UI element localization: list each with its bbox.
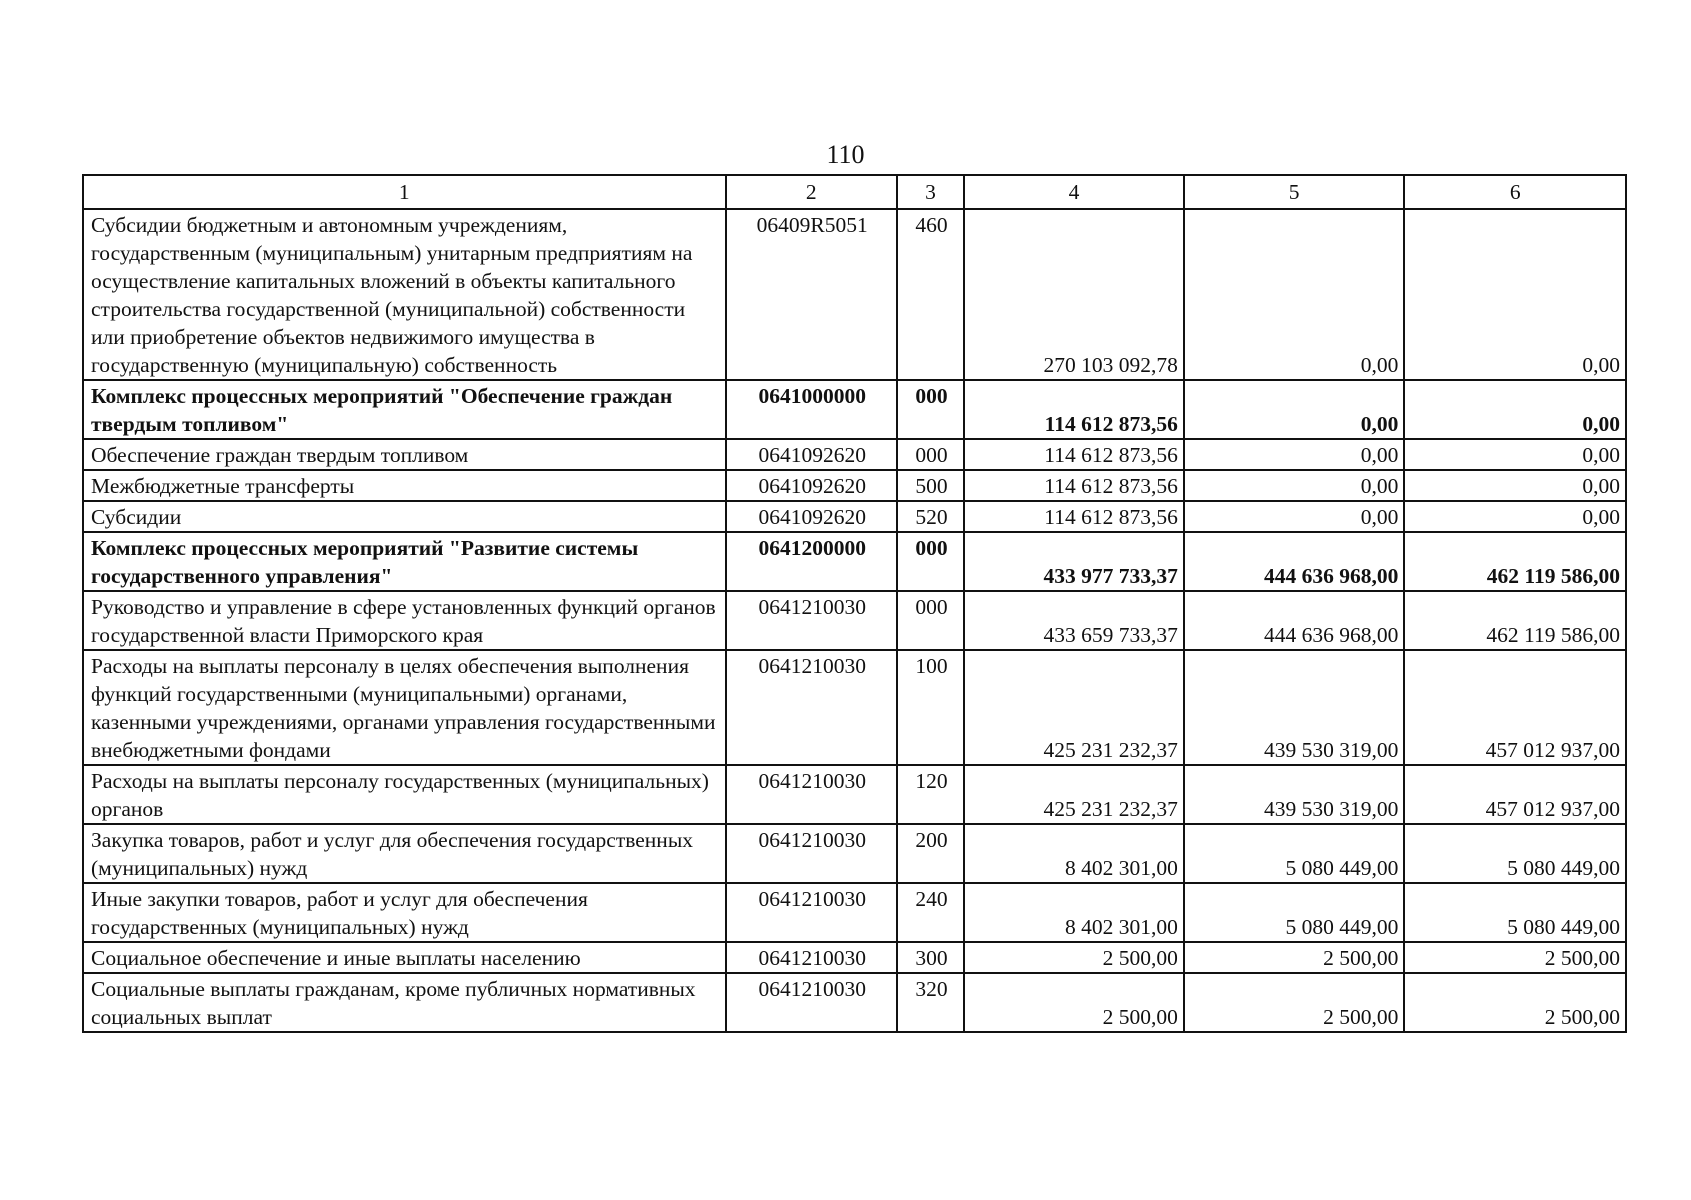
row-code-cell: 0641200000: [726, 532, 897, 591]
row-value-col6-cell: 0,00: [1404, 439, 1626, 470]
table-row: [83, 765, 1626, 824]
row-expense-type-cell: 300: [897, 942, 964, 973]
row-value-col6-cell: 457 012 937,00: [1404, 650, 1626, 765]
row-name-cell: Расходы на выплаты персоналу в целях обеспечения выполнения функций государственными (муниципальными) органами, казенными учреждениями, органами управления государственными внебюджетными фондами: [83, 650, 726, 765]
row-name-cell: Субсидии бюджетным и автономным учреждениям, государственным (муниципальным) унитарным предприятиям на осуществление капитальных вложений в объекты капитального строительства государственной (муниципальной) собственности или приобретение объектов недвижимого имущества в государственную (муниципальную) собственность: [83, 209, 726, 380]
table-row: [83, 650, 1626, 765]
row-code-cell: 0641210030: [726, 973, 897, 1032]
row-expense-type-cell: 000: [897, 439, 964, 470]
row-code-cell: 0641210030: [726, 650, 897, 765]
row-expense-type-cell: 460: [897, 209, 964, 380]
row-value-col6-cell: 2 500,00: [1404, 973, 1626, 1032]
row-name-cell: Межбюджетные трансферты: [83, 470, 726, 501]
row-expense-type-cell: 200: [897, 824, 964, 883]
row-code-cell: 06409R5051: [726, 209, 897, 380]
row-expense-type-cell: 120: [897, 765, 964, 824]
table-row: [83, 439, 1626, 470]
row-name-cell: Расходы на выплаты персоналу государственных (муниципальных) органов: [83, 765, 726, 824]
row-value-col5-cell: 0,00: [1184, 470, 1405, 501]
row-expense-type-cell: 240: [897, 883, 964, 942]
row-name-cell: Социальное обеспечение и иные выплаты населению: [83, 942, 726, 973]
table-row: [83, 501, 1626, 532]
row-value-col6-cell: 457 012 937,00: [1404, 765, 1626, 824]
column-header: 5: [1184, 175, 1405, 209]
row-value-col6-cell: 0,00: [1404, 501, 1626, 532]
row-name-cell: Закупка товаров, работ и услуг для обеспечения государственных (муниципальных) нужд: [83, 824, 726, 883]
column-header: 3: [897, 175, 964, 209]
row-value-col5-cell: 5 080 449,00: [1184, 824, 1405, 883]
row-name-cell: Социальные выплаты гражданам, кроме публичных нормативных социальных выплат: [83, 973, 726, 1032]
budget-table: [82, 174, 1627, 1033]
row-expense-type-cell: 000: [897, 532, 964, 591]
row-value-col6-cell: 0,00: [1404, 380, 1626, 439]
row-value-col4-cell: 425 231 232,37: [964, 650, 1184, 765]
row-code-cell: 0641210030: [726, 824, 897, 883]
row-value-col4-cell: 433 977 733,37: [964, 532, 1184, 591]
row-value-col5-cell: 439 530 319,00: [1184, 765, 1405, 824]
row-value-col5-cell: 0,00: [1184, 380, 1405, 439]
row-code-cell: 0641092620: [726, 470, 897, 501]
row-value-col5-cell: 0,00: [1184, 439, 1405, 470]
row-value-col5-cell: 2 500,00: [1184, 973, 1405, 1032]
table-row: [83, 470, 1626, 501]
row-value-col6-cell: 5 080 449,00: [1404, 883, 1626, 942]
row-value-col6-cell: 0,00: [1404, 209, 1626, 380]
row-value-col4-cell: 114 612 873,56: [964, 380, 1184, 439]
row-code-cell: 0641210030: [726, 591, 897, 650]
row-code-cell: 0641210030: [726, 942, 897, 973]
row-value-col6-cell: 462 119 586,00: [1404, 591, 1626, 650]
table-row: [83, 380, 1626, 439]
row-value-col5-cell: 0,00: [1184, 209, 1405, 380]
page-number: 110: [826, 140, 865, 169]
row-value-col4-cell: 425 231 232,37: [964, 765, 1184, 824]
row-value-col5-cell: 5 080 449,00: [1184, 883, 1405, 942]
row-name-cell: Субсидии: [83, 501, 726, 532]
row-code-cell: 0641092620: [726, 439, 897, 470]
row-value-col6-cell: 5 080 449,00: [1404, 824, 1626, 883]
row-value-col4-cell: 433 659 733,37: [964, 591, 1184, 650]
row-value-col4-cell: 114 612 873,56: [964, 439, 1184, 470]
row-value-col5-cell: 444 636 968,00: [1184, 591, 1405, 650]
column-header: 4: [964, 175, 1184, 209]
table-row: [83, 532, 1626, 591]
row-code-cell: 0641092620: [726, 501, 897, 532]
column-header: 2: [726, 175, 897, 209]
row-expense-type-cell: 320: [897, 973, 964, 1032]
row-value-col4-cell: 270 103 092,78: [964, 209, 1184, 380]
row-expense-type-cell: 000: [897, 591, 964, 650]
row-value-col6-cell: 462 119 586,00: [1404, 532, 1626, 591]
row-code-cell: 0641210030: [726, 883, 897, 942]
table-row: [83, 591, 1626, 650]
row-value-col4-cell: 8 402 301,00: [964, 824, 1184, 883]
row-name-cell: Комплекс процессных мероприятий "Развитие системы государственного управления": [83, 532, 726, 591]
column-header: 6: [1404, 175, 1626, 209]
column-number-row: [83, 175, 1626, 209]
column-header: 1: [83, 175, 726, 209]
row-expense-type-cell: 100: [897, 650, 964, 765]
table-row: [83, 942, 1626, 973]
row-name-cell: Руководство и управление в сфере установленных функций органов государственной власти Приморского края: [83, 591, 726, 650]
table-row: [83, 209, 1626, 380]
row-name-cell: Обеспечение граждан твердым топливом: [83, 439, 726, 470]
row-name-cell: Комплекс процессных мероприятий "Обеспечение граждан твердым топливом": [83, 380, 726, 439]
row-value-col4-cell: 2 500,00: [964, 942, 1184, 973]
row-value-col5-cell: 444 636 968,00: [1184, 532, 1405, 591]
row-value-col4-cell: 2 500,00: [964, 973, 1184, 1032]
row-value-col6-cell: 0,00: [1404, 470, 1626, 501]
row-value-col5-cell: 0,00: [1184, 501, 1405, 532]
row-value-col5-cell: 439 530 319,00: [1184, 650, 1405, 765]
row-expense-type-cell: 000: [897, 380, 964, 439]
table-row: [83, 824, 1626, 883]
row-value-col5-cell: 2 500,00: [1184, 942, 1405, 973]
row-value-col4-cell: 114 612 873,56: [964, 470, 1184, 501]
row-name-cell: Иные закупки товаров, работ и услуг для обеспечения государственных (муниципальных) нужд: [83, 883, 726, 942]
row-value-col4-cell: 114 612 873,56: [964, 501, 1184, 532]
row-expense-type-cell: 520: [897, 501, 964, 532]
table-row: [83, 973, 1626, 1032]
table-row: [83, 883, 1626, 942]
row-value-col6-cell: 2 500,00: [1404, 942, 1626, 973]
row-code-cell: 0641210030: [726, 765, 897, 824]
row-code-cell: 0641000000: [726, 380, 897, 439]
row-value-col4-cell: 8 402 301,00: [964, 883, 1184, 942]
row-expense-type-cell: 500: [897, 470, 964, 501]
